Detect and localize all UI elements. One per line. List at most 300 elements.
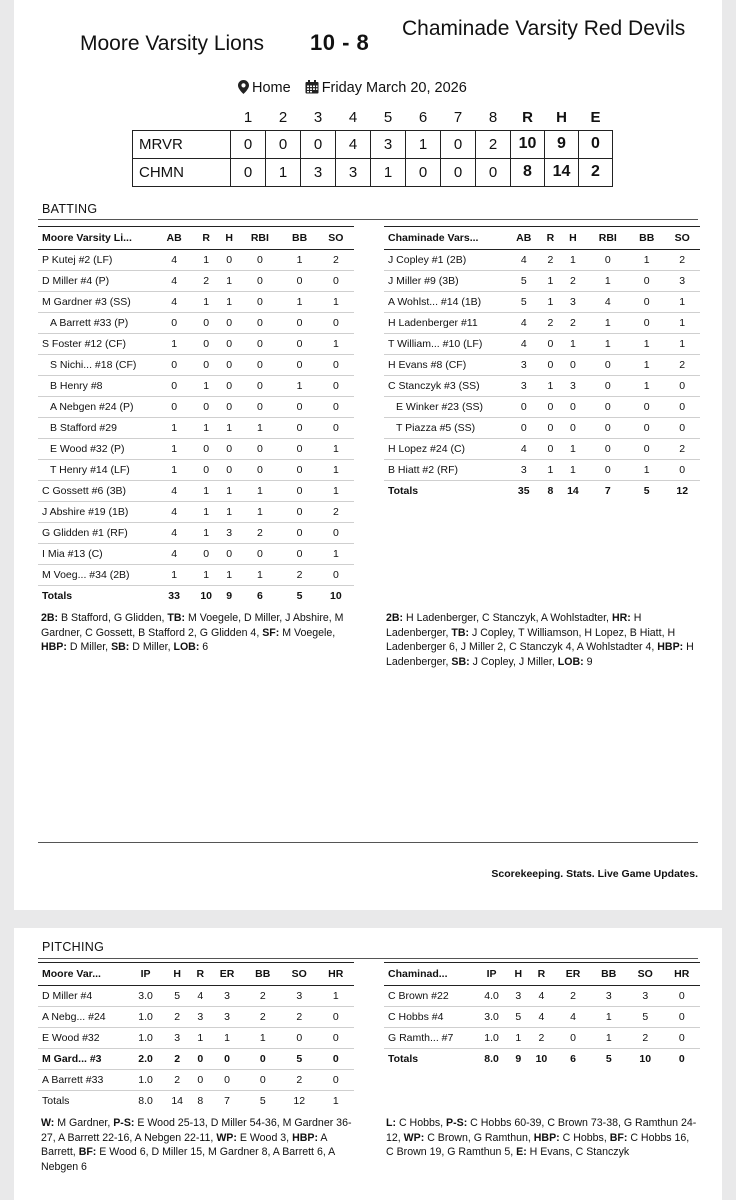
stat-cell: 1 — [220, 481, 238, 502]
player-row — [384, 334, 700, 355]
player-name: I Mia #13 (C) — [38, 544, 156, 565]
stat-cell: 4 — [156, 544, 192, 565]
stat-cell: 1 — [238, 565, 281, 586]
stat-cell: 2.0 — [128, 1049, 163, 1070]
stat-cell: 2 — [318, 250, 354, 271]
stat-cell: 1 — [192, 502, 220, 523]
player-row — [38, 1007, 354, 1028]
stat-cell: 1 — [220, 565, 238, 586]
player-name: G Glidden #1 (RF) — [38, 523, 156, 544]
stat-cell: 0 — [281, 502, 317, 523]
note-label: WP: — [403, 1131, 425, 1144]
stat-cell: 0 — [629, 418, 665, 439]
stat-cell: 1 — [629, 355, 665, 376]
note-label: TB: — [451, 626, 470, 639]
stat-cell: 1 — [317, 986, 354, 1007]
total-cell: 7 — [224, 1095, 230, 1108]
total-cell: 8.0 — [484, 1053, 499, 1066]
inning-runs: 3 — [336, 158, 371, 186]
total-cell: 9 — [515, 1053, 522, 1066]
stat-cell: 0 — [559, 418, 586, 439]
stat-cell: 4.0 — [474, 986, 509, 1007]
stat-column-header: H — [559, 227, 586, 250]
stat-cell: 0 — [238, 460, 281, 481]
linescore-row — [133, 158, 613, 186]
stat-cell: 0 — [587, 418, 629, 439]
player-row — [38, 292, 354, 313]
stat-column-header: R — [527, 963, 555, 986]
stat-cell: 1 — [220, 292, 238, 313]
stat-cell: 1 — [220, 502, 238, 523]
inning-header: 8 — [488, 109, 498, 127]
stat-cell: 1 — [156, 565, 192, 586]
note-label: SF: — [262, 626, 280, 639]
player-row — [38, 1070, 354, 1091]
player-name: E Wood #32 — [38, 1028, 128, 1049]
total-cell: 12 — [676, 485, 689, 498]
note-text: D Miller, — [66, 641, 112, 654]
stat-cell: 0 — [281, 544, 317, 565]
stat-cell: 1 — [591, 1007, 627, 1028]
stat-cell: 2 — [281, 1070, 317, 1091]
stat-column-header: ER — [209, 963, 244, 986]
totals-row — [384, 481, 700, 502]
stat-cell: 0 — [281, 271, 317, 292]
stat-cell: 1 — [156, 439, 192, 460]
home-team-name: Moore Varsity Lions — [80, 32, 265, 55]
total-cell: 10 — [535, 1053, 548, 1066]
stat-column-header: H — [220, 227, 238, 250]
player-name: B Hiatt #2 (RF) — [384, 460, 506, 481]
stat-cell: 0 — [318, 271, 354, 292]
stat-cell: 0 — [542, 397, 560, 418]
stat-cell: 1 — [629, 376, 665, 397]
hits-header: H — [556, 109, 567, 127]
totals-row — [38, 586, 354, 607]
stat-column-header: IP — [474, 963, 509, 986]
stat-cell: 0 — [220, 439, 238, 460]
player-name: J Abshire #19 (1B) — [38, 502, 156, 523]
player-row — [38, 334, 354, 355]
home-batting-table — [38, 226, 354, 607]
stat-cell: 2 — [664, 355, 700, 376]
stat-cell: 4 — [506, 334, 542, 355]
stat-cell: 1 — [318, 544, 354, 565]
player-row — [38, 523, 354, 544]
inning-runs: 0 — [441, 158, 476, 186]
totals-label: Totals — [388, 485, 419, 498]
stat-cell: 1 — [318, 292, 354, 313]
player-name: J Copley #1 (2B) — [384, 250, 506, 271]
player-name: C Stanczyk #3 (SS) — [384, 376, 506, 397]
player-name: S Nichi... #18 (CF) — [38, 355, 156, 376]
stat-cell: 1 — [559, 439, 586, 460]
inning-runs: 1 — [266, 158, 301, 186]
stat-column-header: HR — [317, 963, 354, 986]
location-text: Home — [252, 80, 291, 96]
player-name: A Wohlst... #14 (1B) — [384, 292, 506, 313]
stat-cell: 4 — [506, 313, 542, 334]
stat-cell: 0 — [587, 250, 629, 271]
stat-cell: 1 — [664, 292, 700, 313]
inning-header: 6 — [418, 109, 428, 127]
stat-cell: 4 — [156, 250, 192, 271]
linescore-header — [133, 106, 613, 130]
note-label: HR: — [611, 612, 631, 624]
player-row — [38, 565, 354, 586]
stat-cell: 1 — [191, 1028, 209, 1049]
stat-cell: 0 — [587, 376, 629, 397]
inning-runs: 0 — [231, 158, 266, 186]
player-name: C Gossett #6 (3B) — [38, 481, 156, 502]
stat-cell: 1 — [542, 376, 560, 397]
stat-cell: 0 — [220, 355, 238, 376]
stat-cell: 1 — [238, 502, 281, 523]
stat-cell: 1.0 — [128, 1028, 163, 1049]
total-cell: 5 — [296, 590, 303, 603]
player-name: B Henry #8 — [38, 376, 156, 397]
note-label: HBP: — [657, 641, 684, 654]
stat-cell: 5 — [281, 1049, 317, 1070]
stat-cell: 0 — [629, 439, 665, 460]
errors-header: E — [590, 109, 601, 127]
stat-cell: 1 — [318, 334, 354, 355]
stat-cell: 1 — [587, 334, 629, 355]
note-text: C Hobbs, — [396, 1117, 447, 1129]
note-text: H Evans, C Stanczyk — [526, 1146, 630, 1159]
stat-cell: 0 — [238, 292, 281, 313]
stat-cell: 0 — [318, 523, 354, 544]
inning-runs: 0 — [476, 158, 511, 186]
inning-header: 3 — [313, 109, 323, 127]
stat-column-header: RBI — [238, 227, 281, 250]
stat-cell: 0 — [238, 397, 281, 418]
stat-cell: 0 — [281, 481, 317, 502]
stat-cell: 0 — [318, 397, 354, 418]
note-text: D Miller, — [129, 641, 174, 654]
player-name: T Henry #14 (LF) — [38, 460, 156, 481]
stat-cell: 1 — [192, 481, 220, 502]
stat-cell: 2 — [664, 439, 700, 460]
stat-cell: 1 — [629, 334, 665, 355]
note-text: M Gardner, — [54, 1117, 114, 1129]
inning-runs: 1 — [406, 130, 441, 158]
player-row — [38, 271, 354, 292]
stat-cell: 3 — [281, 986, 317, 1007]
stat-cell: 0 — [220, 544, 238, 565]
stat-cell: 4 — [555, 1007, 590, 1028]
player-name: A Nebg... #24 — [38, 1007, 128, 1028]
stat-cell: 0 — [318, 418, 354, 439]
stat-cell: 3 — [506, 460, 542, 481]
stat-column-header: AB — [156, 227, 192, 250]
stat-cell: 4 — [156, 271, 192, 292]
stat-cell: 1 — [587, 271, 629, 292]
stat-column-header: H — [509, 963, 527, 986]
stat-column-header: RBI — [587, 227, 629, 250]
stat-cell: 2 — [163, 1007, 191, 1028]
away-batting-table — [384, 226, 700, 502]
note-text: C Hobbs 60-39, C Brown 73-38, G Ramthun 24-12, — [386, 1117, 697, 1144]
stat-cell: 0 — [220, 334, 238, 355]
player-row — [38, 418, 354, 439]
totals-label: Totals — [388, 1053, 419, 1066]
note-label: HBP: — [41, 641, 67, 654]
stat-cell: 1 — [156, 334, 192, 355]
table-header-row — [38, 227, 354, 250]
stat-cell: 0 — [318, 313, 354, 334]
stat-cell: 2 — [559, 313, 586, 334]
stat-cell: 0 — [192, 397, 220, 418]
stat-cell: 1 — [156, 460, 192, 481]
stat-cell: 0 — [220, 313, 238, 334]
stat-cell: 0 — [192, 544, 220, 565]
stat-cell: 4 — [191, 986, 209, 1007]
stat-cell: 0 — [542, 355, 560, 376]
player-name: T Piazza #5 (SS) — [384, 418, 506, 439]
stat-cell: 5 — [627, 1007, 663, 1028]
stat-cell: 0 — [220, 250, 238, 271]
player-name: B Stafford #29 — [38, 418, 156, 439]
inning-runs: 3 — [301, 158, 336, 186]
stat-cell: 1 — [192, 565, 220, 586]
total-cell: 10 — [200, 590, 213, 603]
stat-cell: 0 — [209, 1049, 244, 1070]
stat-cell: 0 — [238, 355, 281, 376]
player-row — [38, 313, 354, 334]
stat-cell: 0 — [317, 1007, 354, 1028]
stat-cell: 0 — [629, 292, 665, 313]
stat-cell: 1 — [664, 334, 700, 355]
stat-cell: 1 — [318, 439, 354, 460]
total-cell: 14 — [171, 1095, 183, 1108]
totals-row — [384, 1049, 700, 1070]
stat-cell: 0 — [281, 418, 317, 439]
note-label: WP: — [216, 1131, 237, 1144]
hits-total: 14 — [545, 158, 579, 186]
player-row — [38, 439, 354, 460]
total-cell: 10 — [639, 1053, 652, 1066]
inning-runs: 0 — [301, 130, 336, 158]
inning-runs: 4 — [336, 130, 371, 158]
inning-runs: 0 — [441, 130, 476, 158]
runs-total: 8 — [511, 158, 545, 186]
inning-runs: 0 — [266, 130, 301, 158]
stat-cell: 1 — [664, 313, 700, 334]
stat-cell: 2 — [527, 1028, 555, 1049]
total-cell: 6 — [256, 590, 263, 603]
inning-header: 7 — [453, 109, 463, 127]
stat-cell: 4 — [156, 502, 192, 523]
stat-cell: 0 — [281, 439, 317, 460]
stat-cell: 4 — [156, 523, 192, 544]
note-label: HBP: — [292, 1131, 318, 1144]
player-row — [38, 376, 354, 397]
stat-column-header: SO — [318, 227, 354, 250]
stat-cell: 1 — [629, 460, 665, 481]
stat-cell: 4 — [587, 292, 629, 313]
note-text: E Wood 25-13, D Miller 54-36, M Gardner 36-27, A Barrett 22-16, A Nebgen 22-11, — [41, 1117, 352, 1144]
stat-cell: 0 — [542, 418, 560, 439]
player-row — [384, 1007, 700, 1028]
stat-cell: 0 — [238, 250, 281, 271]
stat-cell: 0 — [281, 460, 317, 481]
total-cell: 5 — [605, 1053, 612, 1066]
stat-cell: 0 — [317, 1070, 354, 1091]
stat-cell: 0 — [191, 1070, 209, 1091]
player-row — [384, 271, 700, 292]
stat-cell: 5 — [506, 271, 542, 292]
stat-cell: 0 — [559, 355, 586, 376]
game-meta — [238, 80, 467, 96]
stat-cell: 1 — [192, 250, 220, 271]
stat-cell: 3 — [559, 292, 586, 313]
stat-cell: 0 — [318, 376, 354, 397]
stat-cell: 5 — [509, 1007, 527, 1028]
date-text: Friday March 20, 2026 — [321, 80, 467, 96]
stat-cell: 2 — [238, 523, 281, 544]
note-label: SB: — [111, 641, 130, 654]
stat-cell: 4 — [156, 292, 192, 313]
stat-cell: 0 — [506, 418, 542, 439]
stat-cell: 0 — [192, 334, 220, 355]
note-text: C Brown, G Ramthun, — [424, 1131, 534, 1144]
stat-cell: 3 — [627, 986, 663, 1007]
inning-runs: 2 — [476, 130, 511, 158]
stat-cell: 1.0 — [128, 1007, 163, 1028]
note-text: B Stafford, G Glidden, — [58, 612, 168, 624]
stat-cell: 1 — [192, 418, 220, 439]
total-cell: 14 — [567, 485, 579, 498]
linescore-row — [133, 130, 613, 158]
player-name: C Brown #22 — [384, 986, 474, 1007]
note-label: TB: — [167, 612, 186, 624]
player-row — [384, 460, 700, 481]
stat-cell: 3 — [163, 1028, 191, 1049]
inning-header: 2 — [278, 109, 288, 127]
inning-runs: 0 — [231, 130, 266, 158]
stat-cell: 2 — [163, 1049, 191, 1070]
stat-cell: 1.0 — [474, 1028, 509, 1049]
stat-cell: 3 — [191, 1007, 209, 1028]
stat-cell: 2 — [627, 1028, 663, 1049]
player-row — [38, 1028, 354, 1049]
stat-cell: 3 — [506, 355, 542, 376]
stat-cell: 0 — [238, 334, 281, 355]
total-cell: 12 — [293, 1095, 306, 1108]
stat-column-header: H — [163, 963, 191, 986]
stat-cell: 4 — [527, 986, 555, 1007]
player-name: G Ramth... #7 — [384, 1028, 474, 1049]
stat-cell: 0 — [156, 313, 192, 334]
player-name: E Wood #32 (P) — [38, 439, 156, 460]
inning-header: 1 — [243, 109, 253, 127]
game-date — [305, 80, 467, 96]
player-name: P Kutej #2 (LF) — [38, 250, 156, 271]
stat-cell: 1 — [591, 1028, 627, 1049]
stat-cell: 2 — [192, 271, 220, 292]
total-cell: 9 — [226, 590, 233, 603]
stat-column-header: R — [542, 227, 560, 250]
note-text: H Ladenberger, — [386, 641, 694, 668]
stat-cell: 2 — [163, 1070, 191, 1091]
total-cell: 5 — [643, 485, 650, 498]
stat-cell: 0 — [587, 439, 629, 460]
stat-cell: 0 — [281, 355, 317, 376]
stat-cell: 2 — [542, 313, 560, 334]
stat-cell: 2 — [555, 986, 590, 1007]
stat-column-header: SO — [281, 963, 317, 986]
stat-cell: 0 — [281, 313, 317, 334]
stat-cell: 3 — [664, 271, 700, 292]
stat-cell: 0 — [281, 334, 317, 355]
player-row — [38, 986, 354, 1007]
note-label: BF: — [78, 1146, 97, 1159]
team-column-header: Moore Var... — [38, 963, 128, 986]
stat-cell: 0 — [156, 376, 192, 397]
total-cell: 5 — [259, 1095, 266, 1108]
stat-cell: 0 — [245, 1070, 281, 1091]
note-text: H Ladenberger, C Stanczyk, A Wohlstadter, — [403, 612, 612, 624]
stat-cell: 0 — [629, 271, 665, 292]
player-row — [38, 544, 354, 565]
stat-cell: 1 — [559, 460, 586, 481]
stat-cell: 3 — [591, 986, 627, 1007]
total-cell: 35 — [517, 485, 530, 498]
section-divider — [38, 958, 698, 959]
player-name: M Gardner #3 (SS) — [38, 292, 156, 313]
away-pitching-table — [384, 962, 700, 1070]
note-label: LOB: — [173, 641, 200, 654]
stat-cell: 0 — [238, 376, 281, 397]
player-row — [384, 986, 700, 1007]
stat-cell: 1 — [559, 334, 586, 355]
stat-cell: 0 — [664, 397, 700, 418]
total-cell: 8.0 — [138, 1095, 153, 1108]
player-name: A Barrett #33 (P) — [38, 313, 156, 334]
player-name: A Nebgen #24 (P) — [38, 397, 156, 418]
errors-total: 0 — [579, 130, 613, 158]
linescore-team-header — [133, 106, 231, 130]
stat-cell: 2 — [664, 250, 700, 271]
note-text: E Wood 6, D Miller 15, M Gardner 8, A Barrett 6, A Nebgen 6 — [41, 1146, 335, 1173]
stat-cell: 0 — [587, 397, 629, 418]
stat-cell: 0 — [192, 355, 220, 376]
stat-cell: 1 — [220, 418, 238, 439]
stat-cell: 0 — [318, 355, 354, 376]
stat-cell: 0 — [506, 397, 542, 418]
player-row — [384, 376, 700, 397]
total-cell: 1 — [332, 1095, 339, 1108]
stat-cell: 0 — [663, 1007, 700, 1028]
pitching-title: PITCHING — [42, 940, 105, 954]
note-label: BF: — [609, 1131, 628, 1144]
stat-cell: 0 — [238, 313, 281, 334]
total-cell: 6 — [570, 1053, 576, 1066]
stat-cell: 0 — [559, 397, 586, 418]
home-batting-notes — [41, 611, 353, 655]
stat-column-header: HR — [663, 963, 700, 986]
stat-cell: 0 — [238, 544, 281, 565]
stat-cell: 1 — [318, 460, 354, 481]
stat-cell: 0 — [664, 376, 700, 397]
note-text: 9 — [583, 655, 593, 668]
stat-cell: 1 — [281, 292, 317, 313]
player-name: D Miller #4 — [38, 986, 128, 1007]
totals-row — [38, 1091, 354, 1112]
stat-cell: 1 — [192, 376, 220, 397]
note-label: P-S: — [446, 1117, 468, 1129]
